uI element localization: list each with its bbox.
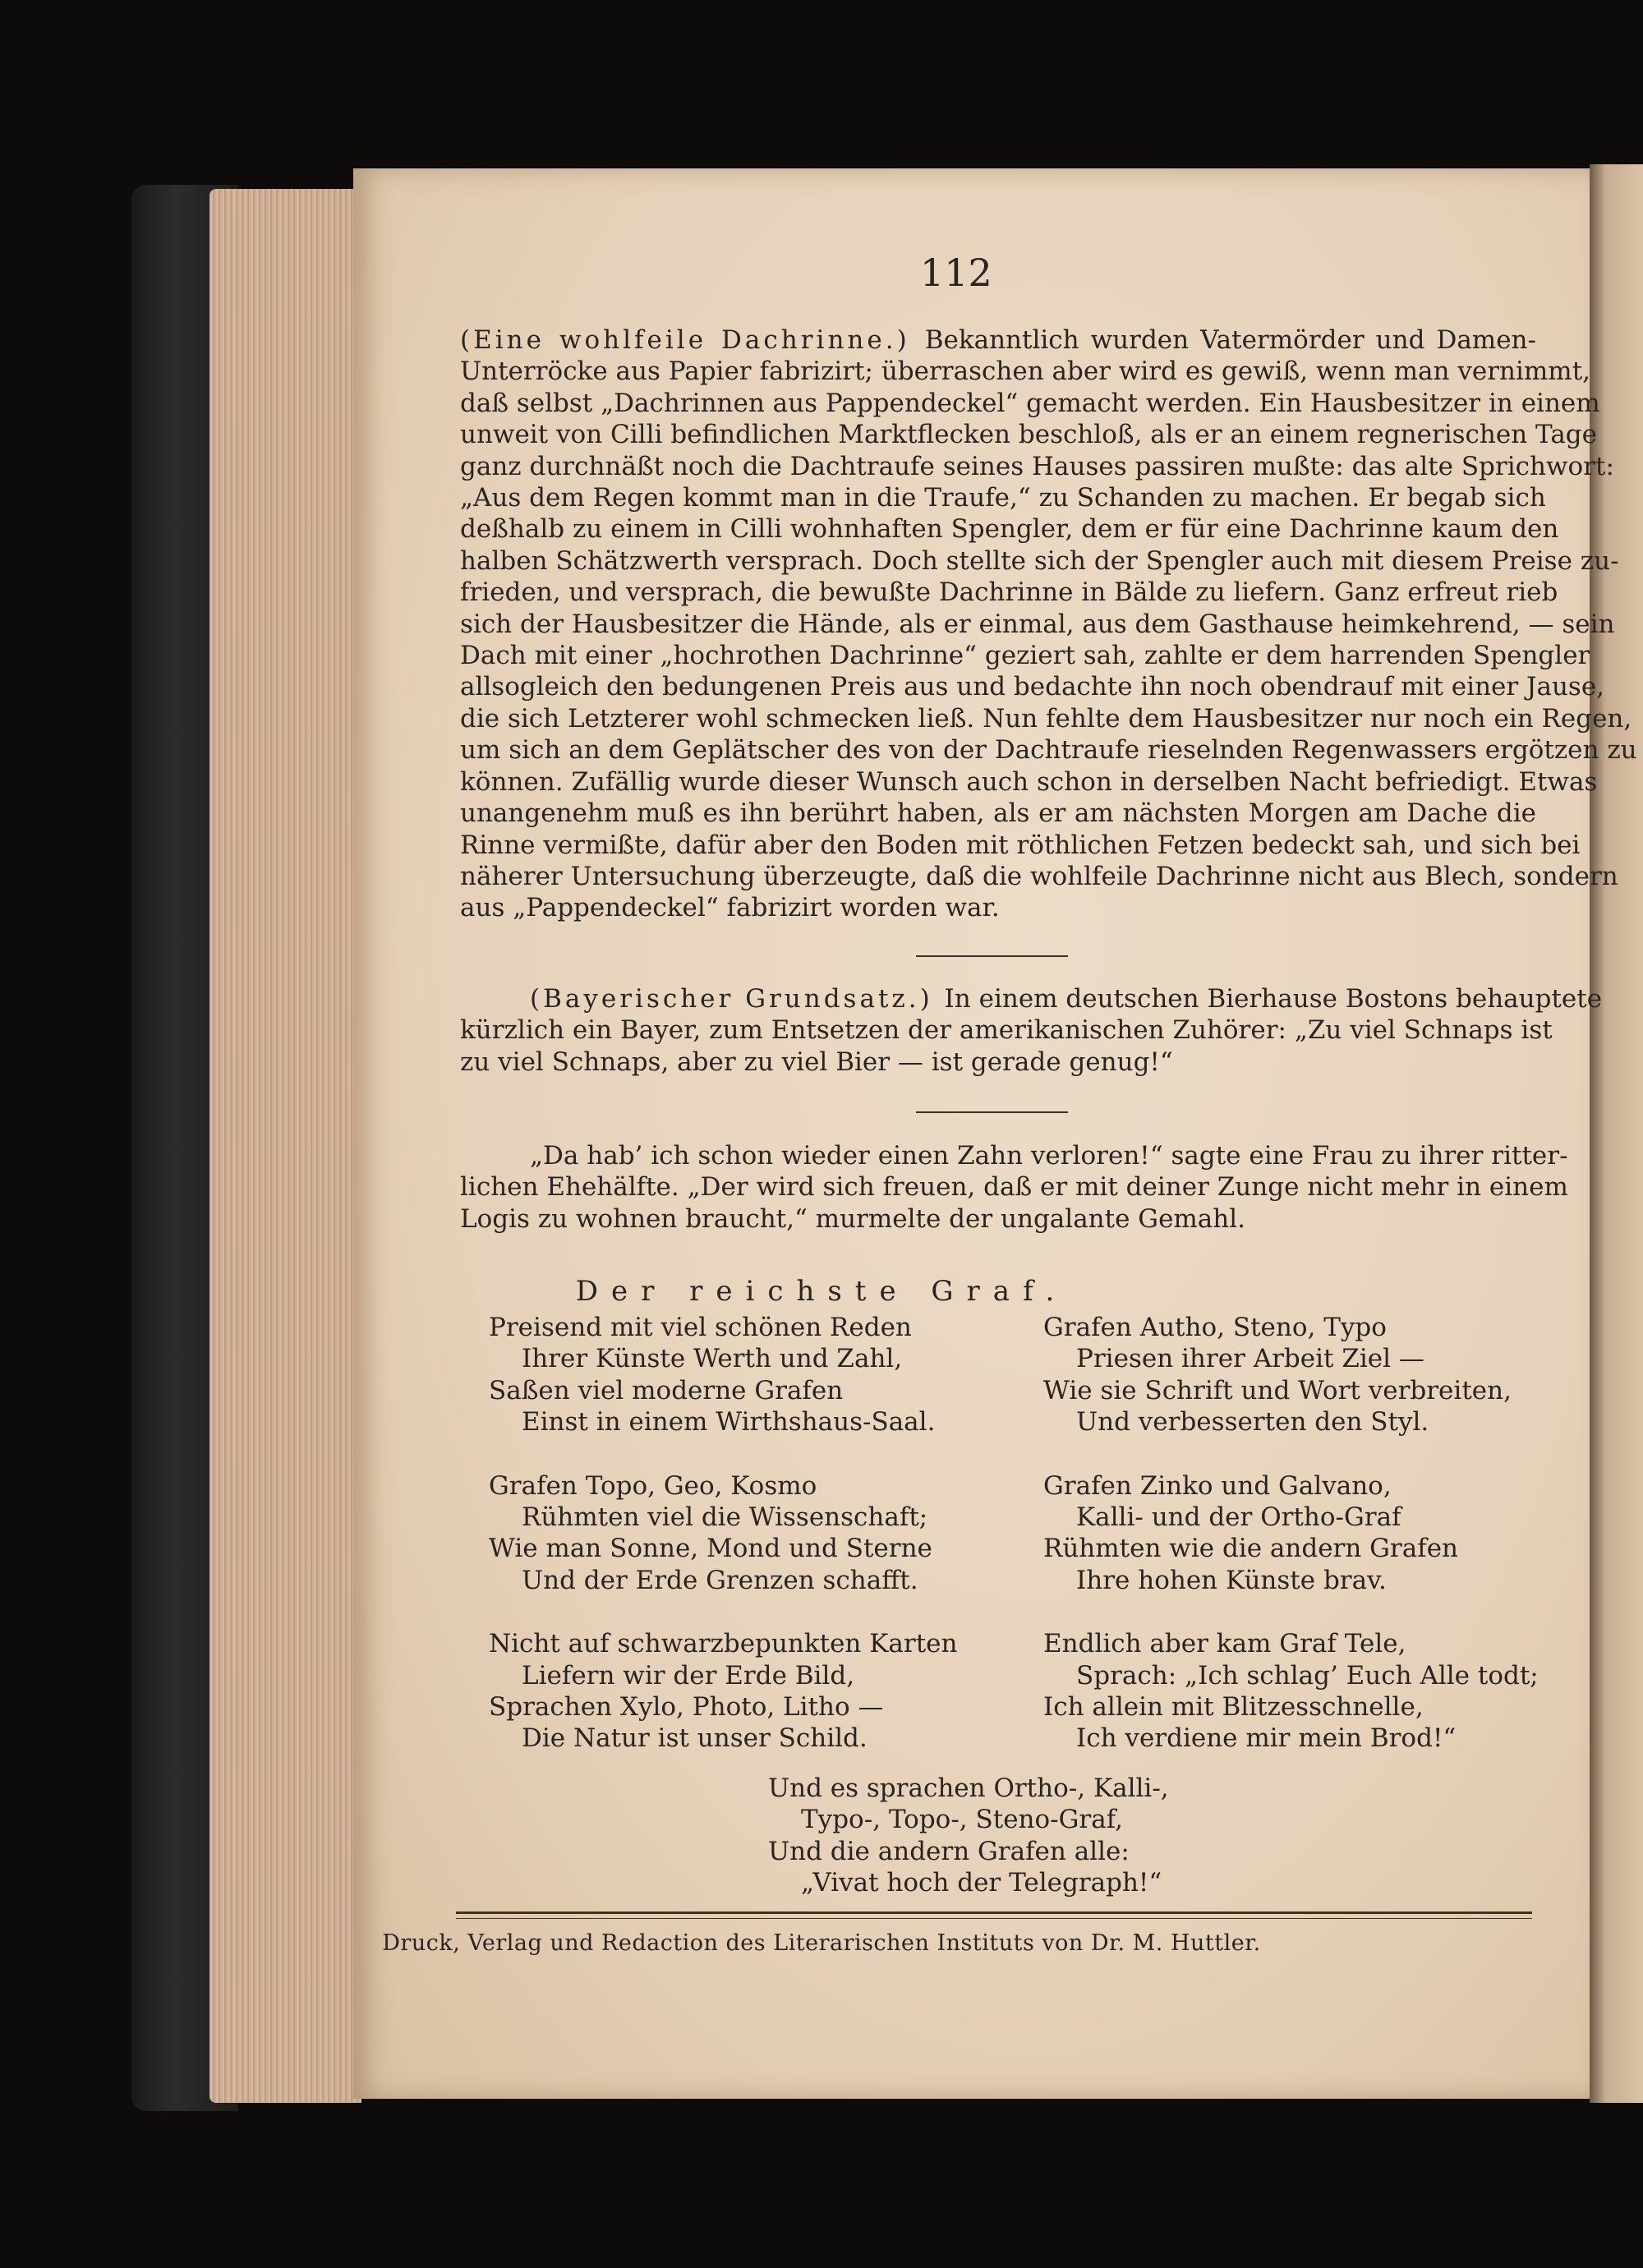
verse-line: Und die andern Grafen alle:	[768, 1836, 1130, 1866]
page-number: 112	[920, 251, 992, 295]
text-line: deßhalb zu einem in Cilli wohnhaften Spengler, dem er für eine Dachrinne kaum den	[460, 514, 1559, 545]
text-line: sich der Hausbesitzer die Hände, als er einmal, aus dem Gasthause heimkehrend, — sein	[460, 609, 1615, 639]
verse-line: Priesen ihrer Arbeit Ziel —	[1076, 1344, 1424, 1374]
text-line: „Aus dem Regen kommt man in die Traufe,“ zu Schanden zu machen. Er begab sich	[460, 483, 1546, 513]
text-line: daß selbst „Dachrinnen aus Pappendeckel“ gemacht werden. Ein Hausbesitzer in einem	[460, 388, 1600, 418]
stanza	[489, 1312, 957, 1438]
text-line: um sich an dem Geplätscher des von der Dachtraufe rieselnden Regenwassers ergötzen zu	[460, 735, 1637, 766]
text-line: unangenehm muß es ihn berührt haben, als er am nächsten Morgen am Dache die	[460, 798, 1536, 829]
text-line: allsogleich den bedungenen Preis aus und bedachte ihn noch obendrauf mit einer Jause,	[460, 672, 1605, 702]
separator-rule	[916, 1111, 1068, 1113]
text-line: ganz durchnäßt noch die Dachtraufe seines Hauses passiren mußte: das alte Sprichwort:	[460, 451, 1614, 481]
verse-line: Grafen Topo, Geo, Kosmo	[489, 1470, 817, 1501]
text-line: können. Zufällig wurde dieser Wunsch auch schon in derselben Nacht befriedigt. Etwas	[460, 766, 1598, 797]
verse-line: Ihre hohen Künste brav.	[1076, 1565, 1387, 1595]
verse-line: Grafen Zinko und Galvano,	[1043, 1470, 1392, 1501]
verse-line: Rühmten viel die Wissenschaft;	[522, 1502, 928, 1533]
verse-line: Ich verdiene mir mein Brod!“	[1076, 1723, 1457, 1754]
verse-line: Ihrer Künste Werth und Zahl,	[522, 1344, 903, 1374]
verse-line: Wie man Sonne, Mond und Sterne	[489, 1534, 932, 1564]
verse-line: Und der Erde Grenzen schafft.	[522, 1565, 918, 1595]
stanza	[1043, 1312, 1539, 1438]
verse-line: Die Natur ist unser Schild.	[522, 1723, 868, 1754]
stanza	[1043, 1470, 1539, 1597]
stanza	[489, 1470, 957, 1597]
text-line: kürzlich ein Bayer, zum Entsetzen der amerikanischen Zuhörer: „Zu viel Schnaps ist	[460, 1015, 1553, 1046]
verse-line: Liefern wir der Erde Bild,	[522, 1660, 855, 1691]
verse-line: „Vivat hoch der Telegraph!“	[801, 1868, 1162, 1898]
text-line: lichen Ehehälfte. „Der wird sich freuen, daß er mit deiner Zunge nicht mehr in einem	[460, 1172, 1568, 1203]
stanza	[1043, 1628, 1539, 1755]
verse-line: Ich allein mit Blitzesschnelle,	[1043, 1692, 1424, 1723]
text-line: unweit von Cilli befindlichen Marktflecken beschloß, als er an einem regnerischen Tage	[460, 420, 1597, 450]
poem-title: Der reichste Graf.	[575, 1275, 1068, 1308]
verse-line: Und es sprachen Ortho-, Kalli-,	[768, 1773, 1169, 1803]
verse-line: Sprach: „Ich schlag’ Euch Alle todt;	[1076, 1660, 1539, 1691]
text-line: Rinne vermißte, dafür aber den Boden mit röthlichen Fetzen bedeckt sah, und sich bei	[460, 830, 1581, 860]
verse-line: Saßen viel moderne Grafen	[489, 1375, 844, 1405]
verse-line: Grafen Autho, Steno, Typo	[1043, 1313, 1387, 1342]
poem-final-stanza	[768, 1773, 1169, 1899]
text-line: Unterröcke aus Papier fabrizirt; überraschen aber wird es gewiß, wenn man vernimmt,	[460, 357, 1591, 387]
article-bavarian-principle	[460, 983, 1603, 1078]
page-edges	[209, 189, 361, 2103]
imprint: Druck, Verlag und Redaction des Literarischen Instituts von Dr. M. Huttler.	[382, 1930, 1261, 1956]
poem-right-column	[1043, 1312, 1539, 1755]
stanza	[489, 1628, 957, 1755]
text-line: die sich Letzterer wohl schmecken ließ. Nun fehlte dem Hausbesitzer nur noch ein Regen,	[460, 703, 1632, 734]
verse-line: Und verbesserten den Styl.	[1076, 1407, 1429, 1438]
text-line: zu viel Schnaps, aber zu viel Bier — ist gerade genug!“	[460, 1047, 1173, 1077]
footer-rule-thick	[456, 1911, 1532, 1914]
text-line: halben Schätzwerth versprach. Doch stellte sich der Spengler auch mit diesem Preise zu-	[460, 545, 1619, 576]
verse-line: Endlich aber kam Graf Tele,	[1043, 1629, 1406, 1659]
verse-line: Typo-, Topo-, Steno-Graf,	[801, 1805, 1123, 1835]
verse-line: Preisend mit viel schönen Reden	[489, 1313, 912, 1342]
poem-left-column	[489, 1312, 957, 1755]
verse-line: Kalli- und der Ortho-Graf	[1076, 1502, 1401, 1533]
text-line: (Bayerischer Grundsatz.) In einem deutschen Bierhause Bostons behauptete	[530, 984, 1603, 1014]
text-line: aus „Pappendeckel“ fabrizirt worden war.	[460, 893, 1000, 923]
text-line: „Da hab’ ich schon wieder einen Zahn verloren!“ sagte eine Frau zu ihrer ritter-	[530, 1141, 1568, 1171]
article-heading: (Eine wohlfeile Dachrinne.)	[460, 325, 925, 355]
article-lost-tooth	[460, 1140, 1568, 1235]
footer-rule-thin	[456, 1918, 1532, 1919]
verse-line: Wie sie Schrift und Wort verbreiten,	[1043, 1375, 1512, 1405]
verse-line: Sprachen Xylo, Photo, Litho —	[489, 1692, 884, 1723]
text-line: frieden, und versprach, die bewußte Dachrinne in Bälde zu liefern. Ganz erfreut rieb	[460, 577, 1558, 608]
separator-rule	[916, 955, 1068, 957]
verse-line: Rühmten wie die andern Grafen	[1043, 1534, 1459, 1564]
article-heading: (Bayerischer Grundsatz.)	[530, 984, 945, 1014]
verse-line: Einst in einem Wirthshaus-Saal.	[522, 1407, 936, 1438]
article-cheap-gutter	[460, 324, 1637, 924]
text-line: Logis zu wohnen braucht,“ murmelte der ungalante Gemahl.	[460, 1203, 1246, 1234]
text-line: Dach mit einer „hochrothen Dachrinne“ geziert sah, zahlte er dem harrenden Spengler	[460, 641, 1590, 671]
verse-line: Nicht auf schwarzbepunkten Karten	[489, 1629, 958, 1659]
text-line: (Eine wohlfeile Dachrinne.) Bekanntlich wurden Vatermörder und Damen-	[460, 325, 1536, 355]
text-line: näherer Untersuchung überzeugte, daß die wohlfeile Dachrinne nicht aus Blech, sondern	[460, 861, 1618, 891]
